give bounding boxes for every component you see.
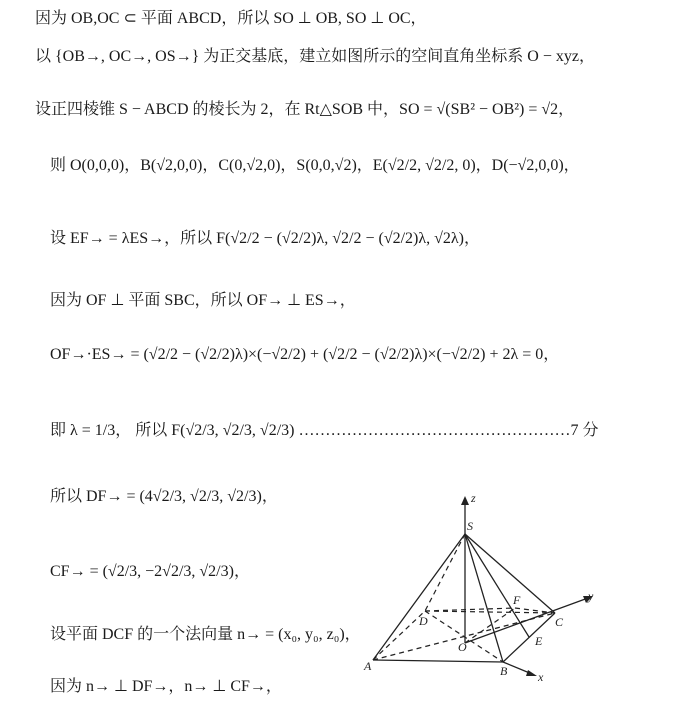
diag-DB <box>425 611 503 662</box>
line-2: 以 {OB→, OC→, OS→} 为正交基底，建立如图所示的空间直角坐标系 O − xyz， <box>35 48 595 65</box>
line-12: 因为 n→ ⊥ DF→，n→ ⊥ CF→， <box>50 678 282 695</box>
line-5: 设 EF→ = λES→，所以 F(√2/2 − (√2/2)λ, √2/2 − (√2/2)λ, √2λ)， <box>50 230 481 247</box>
label-A: A <box>364 659 372 673</box>
x-arrow <box>526 670 537 676</box>
z-arrow <box>461 496 469 505</box>
label-y: y <box>588 589 594 603</box>
pyramid-figure <box>355 488 605 688</box>
label-D: D <box>419 614 428 628</box>
line-11: 设平面 DCF 的一个法向量 n→ = (x₀, y₀, z₀)， <box>50 626 361 643</box>
edge-SC <box>465 534 555 613</box>
edge-SB <box>465 534 503 662</box>
label-z: z <box>471 491 476 505</box>
line-9: 所以 DF→ = (4√2/3, √2/3, √2/3)， <box>50 488 278 505</box>
edge-AD <box>373 611 425 660</box>
label-E: E <box>535 634 543 648</box>
edge-DC <box>425 611 555 613</box>
line-1: 因为 OB,OC ⊂ 平面 ABCD，所以 SO ⊥ OB, SO ⊥ OC， <box>35 10 427 27</box>
line-3: 设正四棱锥 S − ABCD 的棱长为 2，在 Rt△SOB 中，SO = √(SB² − OB²) = √2， <box>35 101 575 118</box>
y-axis <box>465 598 588 643</box>
label-F: F <box>513 593 521 607</box>
line-6: 因为 OF ⊥ 平面 SBC，所以 OF→ ⊥ ES→， <box>50 292 356 309</box>
label-C: C <box>555 615 564 629</box>
edge-AB <box>373 660 503 662</box>
label-B: B <box>500 664 508 678</box>
edge-BC <box>503 613 555 662</box>
label-S: S <box>467 519 473 533</box>
label-O: O <box>458 640 467 654</box>
segment-SE <box>465 534 529 637</box>
segment-DF <box>425 608 515 611</box>
line-8: 即 λ = 1/3， 所以 F(√2/3, √2/3, √2/3) ……………………………………………7 分 <box>50 422 599 439</box>
line-10: CF→ = (√2/3, −2√2/3, √2/3)， <box>50 563 250 580</box>
edge-SA <box>373 534 465 660</box>
line-7: OF→·ES→ = (√2/2 − (√2/2)λ)×(−√2/2) + (√2/2 − (√2/2)λ)×(−√2/2) + 2λ = 0， <box>50 346 560 363</box>
label-x: x <box>538 670 544 684</box>
edge-SD <box>425 534 465 611</box>
line-4: 则 O(0,0,0)，B(√2,0,0)，C(0,√2,0)，S(0,0,√2)，E(√2/2, √2/2, 0)，D(−√2,0,0)， <box>50 157 580 174</box>
